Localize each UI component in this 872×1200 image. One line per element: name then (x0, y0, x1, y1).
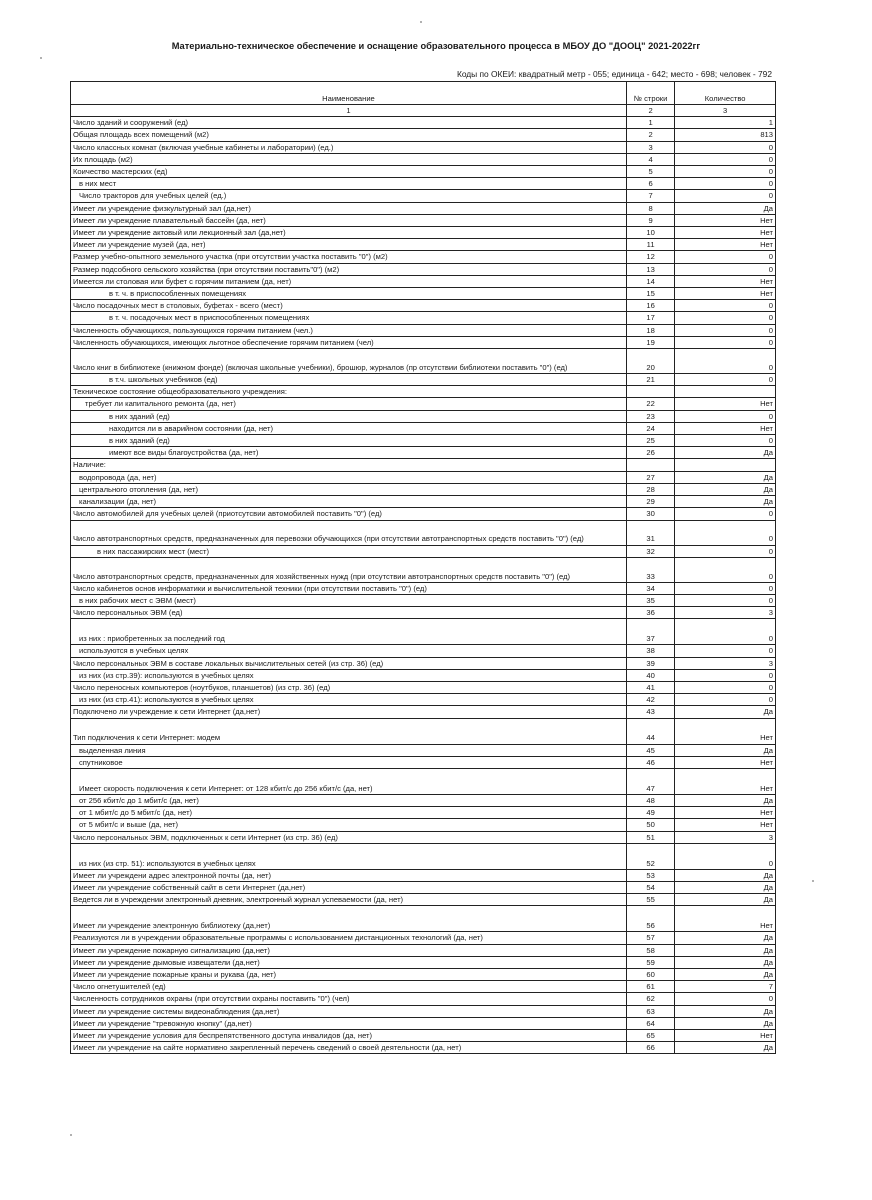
row-value: Да (675, 881, 776, 893)
row-name: Имеет ли учреждение актовый или лекционный зал (да,нет) (71, 227, 627, 239)
table-row (71, 894, 776, 906)
table-row (71, 251, 776, 263)
row-name: Имеет ли учреждение дымовые извещатели (да,нет) (71, 956, 627, 968)
row-number: 24 (626, 422, 674, 434)
row-number: 29 (626, 496, 674, 508)
table-row (71, 831, 776, 843)
row-value: 0 (675, 594, 776, 606)
row-name: Число автомобилей для учебных целей (приотсутсвии автомобилей поставить "0") (ед) (71, 508, 627, 520)
row-name: Число тракторов для учебных целей (ед.) (71, 190, 627, 202)
row-number: 43 (626, 706, 674, 718)
row-name: Имеет ли учреждение системы видеонаблюдения (да,нет) (71, 1005, 627, 1017)
table-row (71, 1029, 776, 1041)
table-row (71, 794, 776, 806)
table-row (71, 410, 776, 422)
row-value: 0 (675, 557, 776, 582)
table-row (71, 483, 776, 495)
row-number: 66 (626, 1042, 674, 1054)
row-number: 53 (626, 869, 674, 881)
table-row (71, 190, 776, 202)
row-number: 52 (626, 843, 674, 869)
row-name: в них зданий (ед) (71, 410, 627, 422)
okei-codes: Коды по ОКЕИ: квадратный метр - 055; единица - 642; место - 698; человек - 792 (456, 69, 772, 79)
row-value: Да (675, 1042, 776, 1054)
table-row (71, 669, 776, 681)
row-name: Число посадочных мест в столовых, буфетах - всего (мест) (71, 300, 627, 312)
row-value: 0 (675, 508, 776, 520)
row-name: Имеет ли учреждение "тревожную кнопку" (да,нет) (71, 1017, 627, 1029)
row-number: 50 (626, 819, 674, 831)
row-name: Их площадь (м2) (71, 153, 627, 165)
row-name: Число классных комнат (включая учебные кабинеты и лаборатории) (ед.) (71, 141, 627, 153)
table-row (71, 398, 776, 410)
row-value: Нет (675, 756, 776, 768)
row-name: Число персональных ЭВМ в составе локальных вычислительных сетей (из стр. 36) (ед) (71, 657, 627, 669)
row-value: Нет (675, 819, 776, 831)
row-value: 0 (675, 178, 776, 190)
row-number: 36 (626, 607, 674, 619)
row-name: требует ли капитального ремонта (да, нет) (71, 398, 627, 410)
row-name: Имеет ли учреждение физкультурный зал (да,нет) (71, 202, 627, 214)
row-name: Имеет скорость подключения к сети Интернет: от 128 кбит/с до 256 кбит/с (да, нет) (71, 768, 627, 794)
row-number: 48 (626, 794, 674, 806)
row-name: из них (из стр.39): используются в учебных целях (71, 669, 627, 681)
table-row (71, 718, 776, 744)
table-row (71, 956, 776, 968)
row-number: 44 (626, 718, 674, 744)
row-number: 18 (626, 324, 674, 336)
row-number: 37 (626, 619, 674, 645)
table-row (71, 178, 776, 190)
row-number: 4 (626, 153, 674, 165)
row-name: в них пассажирских мест (мест) (71, 545, 627, 557)
row-number: 15 (626, 288, 674, 300)
row-name: Число персональных ЭВМ (ед) (71, 607, 627, 619)
table-row (71, 349, 776, 374)
row-value: 813 (675, 129, 776, 141)
row-number: 26 (626, 447, 674, 459)
table-row (71, 819, 776, 831)
row-name: Техническое состояние общеобразовательного учреждения: (71, 386, 627, 398)
table-row (71, 681, 776, 693)
row-name: Ведется ли в учреждении электронный дневник, электронный журнал успеваемости (да, нет) (71, 894, 627, 906)
row-name: Коичество мастерских (ед) (71, 166, 627, 178)
table-row (71, 312, 776, 324)
table-row (71, 645, 776, 657)
table-row (71, 881, 776, 893)
row-number: 16 (626, 300, 674, 312)
row-value: 3 (675, 607, 776, 619)
row-name: в т. ч. посадочных мест в приспособленных помещениях (71, 312, 627, 324)
row-value: 0 (675, 263, 776, 275)
row-value: 0 (675, 190, 776, 202)
table-row (71, 657, 776, 669)
row-number: 17 (626, 312, 674, 324)
row-value: 0 (675, 520, 776, 545)
table-row (71, 557, 776, 582)
column-index-row (71, 105, 776, 117)
row-value: 0 (675, 545, 776, 557)
row-value: 7 (675, 981, 776, 993)
row-number (626, 459, 674, 471)
table-row (71, 932, 776, 944)
table-row (71, 129, 776, 141)
table-row (71, 471, 776, 483)
table-row (71, 336, 776, 348)
row-name: Наличие: (71, 459, 627, 471)
row-number: 61 (626, 981, 674, 993)
row-value: Нет (675, 239, 776, 251)
row-number (626, 386, 674, 398)
row-number: 35 (626, 594, 674, 606)
row-name: Число автотранспортных средств, предназначенных для хозяйственных нужд (при отсутствии автотранспортных средств поставить "0") (ед) (71, 557, 627, 582)
row-number: 22 (626, 398, 674, 410)
row-name: Численность сотрудников охраны (при отсутствии охраны поставить "0") (чел) (71, 993, 627, 1005)
row-name: в т.ч. школьных учебников (ед) (71, 374, 627, 386)
row-number: 21 (626, 374, 674, 386)
row-name: Тип подключения к сети Интернет: модем (71, 718, 627, 744)
header-row (71, 82, 776, 105)
row-number: 13 (626, 263, 674, 275)
row-name: находится ли в аварийном состоянии (да, нет) (71, 422, 627, 434)
row-number: 62 (626, 993, 674, 1005)
row-number: 64 (626, 1017, 674, 1029)
row-name: Подключено ли учреждение к сети Интернет (да,нет) (71, 706, 627, 718)
row-number: 23 (626, 410, 674, 422)
table-row (71, 944, 776, 956)
row-name: Численность обучающихся, пользующихся горячим питанием (чел.) (71, 324, 627, 336)
row-value: Да (675, 1017, 776, 1029)
table-row (71, 153, 776, 165)
row-number: 28 (626, 483, 674, 495)
table-row (71, 263, 776, 275)
row-number: 2 (626, 129, 674, 141)
table-row (71, 239, 776, 251)
row-name: Численность обучающихся, имеющих льготное обеспечение горячим питанием (чел) (71, 336, 627, 348)
table-row (71, 496, 776, 508)
row-number: 9 (626, 214, 674, 226)
table-row (71, 869, 776, 881)
row-name: Имеет ли учреждение условия для беспрепятственного доступа инвалидов (да, нет) (71, 1029, 627, 1041)
table-row (71, 300, 776, 312)
row-value: Да (675, 1005, 776, 1017)
table-row (71, 227, 776, 239)
row-name: Имеет ли учреждени адрес электронной почты (да, нет) (71, 869, 627, 881)
row-value: 0 (675, 312, 776, 324)
row-number: 14 (626, 275, 674, 287)
row-value: 0 (675, 324, 776, 336)
row-value: 0 (675, 141, 776, 153)
row-name: от 5 мбит/с и выше (да, нет) (71, 819, 627, 831)
table-row (71, 756, 776, 768)
row-number: 11 (626, 239, 674, 251)
table-row (71, 619, 776, 645)
row-number: 47 (626, 768, 674, 794)
row-number: 40 (626, 669, 674, 681)
row-name: Имеет ли учреждение музей (да, нет) (71, 239, 627, 251)
table-row (71, 508, 776, 520)
table-row (71, 435, 776, 447)
row-number: 32 (626, 545, 674, 557)
row-number: 55 (626, 894, 674, 906)
row-value: 0 (675, 410, 776, 422)
table-row (71, 906, 776, 932)
row-number: 49 (626, 807, 674, 819)
table-row (71, 582, 776, 594)
row-name: выделенная линия (71, 744, 627, 756)
row-value: 0 (675, 251, 776, 263)
row-number: 5 (626, 166, 674, 178)
row-name: Общая площадь всех помещений (м2) (71, 129, 627, 141)
row-value: Нет (675, 422, 776, 434)
row-value: 0 (675, 336, 776, 348)
table-row (71, 768, 776, 794)
row-name: используются в учебных целях (71, 645, 627, 657)
row-value: Да (675, 447, 776, 459)
row-value: Да (675, 794, 776, 806)
row-value: 0 (675, 694, 776, 706)
row-name: Размер подсобного сельского хозяйства (при отсутствии поставить"0") (м2) (71, 263, 627, 275)
row-name: Число огнетушителей (ед) (71, 981, 627, 993)
row-name: канализации (да, нет) (71, 496, 627, 508)
row-name: Реализуются ли в учреждении образовательные программы с использованием дистанционных технологий (да, нет) (71, 932, 627, 944)
row-number: 45 (626, 744, 674, 756)
document-title: Материально-техническое обеспечение и оснащение образовательного процесса в МБОУ ДО "ДООЦ" 2021-2022гг (171, 41, 701, 51)
header-name: Наименование (71, 82, 627, 105)
row-value: 0 (675, 374, 776, 386)
row-name: Имеет ли учреждение пожарную сигнализацию (да,нет) (71, 944, 627, 956)
table-row (71, 202, 776, 214)
row-number: 12 (626, 251, 674, 263)
row-number: 6 (626, 178, 674, 190)
row-value: 0 (675, 681, 776, 693)
column-index-2: 2 (626, 105, 674, 117)
row-value: Нет (675, 227, 776, 239)
row-number: 31 (626, 520, 674, 545)
row-number: 38 (626, 645, 674, 657)
table-row (71, 981, 776, 993)
scan-speck (70, 1134, 72, 1136)
equipment-table (70, 81, 776, 1054)
row-number: 51 (626, 831, 674, 843)
row-value: Нет (675, 768, 776, 794)
row-name: Размер учебно-опытного земельного участка (при отсутствии участка поставить "0") (м2) (71, 251, 627, 263)
table-row (71, 1042, 776, 1054)
table-row (71, 968, 776, 980)
row-value: Нет (675, 275, 776, 287)
table-row (71, 422, 776, 434)
row-number: 42 (626, 694, 674, 706)
row-value: Нет (675, 288, 776, 300)
row-value (675, 459, 776, 471)
row-name: Имеет ли учреждение пожарные краны и рукава (да, нет) (71, 968, 627, 980)
table-row (71, 520, 776, 545)
row-name: Число зданий и сооружений (ед) (71, 117, 627, 129)
row-number: 39 (626, 657, 674, 669)
row-name: Имеет ли учреждение на сайте нормативно закрепленный перечень сведений о своей деятельности (да, нет) (71, 1042, 627, 1054)
table-row (71, 447, 776, 459)
row-name: Число переносных компьютеров (ноутбуков, планшетов) (из стр. 36) (ед) (71, 681, 627, 693)
row-name: спутниковое (71, 756, 627, 768)
row-number: 19 (626, 336, 674, 348)
row-value: 0 (675, 619, 776, 645)
table-row (71, 545, 776, 557)
row-value: 3 (675, 831, 776, 843)
row-number: 41 (626, 681, 674, 693)
table-row (71, 117, 776, 129)
column-index-3: 3 (675, 105, 776, 117)
table-row (71, 843, 776, 869)
table-row (71, 706, 776, 718)
column-index-1: 1 (71, 105, 627, 117)
row-name: в них рабочих мест с ЭВМ (мест) (71, 594, 627, 606)
row-number: 20 (626, 349, 674, 374)
row-number: 30 (626, 508, 674, 520)
table-row (71, 744, 776, 756)
row-value: Да (675, 968, 776, 980)
row-name: Имеется ли столовая или буфет с горячим питанием (да, нет) (71, 275, 627, 287)
row-name: в т. ч. в приспособленных помещениях (71, 288, 627, 300)
row-value: Да (675, 471, 776, 483)
row-number: 10 (626, 227, 674, 239)
row-value: 3 (675, 657, 776, 669)
table-row (71, 214, 776, 226)
table-row (71, 288, 776, 300)
row-value: Нет (675, 906, 776, 932)
row-name: центрального отопления (да, нет) (71, 483, 627, 495)
row-value: 0 (675, 669, 776, 681)
scan-speck (812, 880, 814, 882)
row-value: 0 (675, 300, 776, 312)
row-number: 8 (626, 202, 674, 214)
row-number: 56 (626, 906, 674, 932)
row-number: 54 (626, 881, 674, 893)
row-number: 3 (626, 141, 674, 153)
row-value: 1 (675, 117, 776, 129)
row-value (675, 386, 776, 398)
row-name: от 1 мбит/с до 5 мбит/с (да, нет) (71, 807, 627, 819)
row-name: из них (из стр. 51): используются в учебных целях (71, 843, 627, 869)
row-value: 0 (675, 349, 776, 374)
row-name: из них (из стр.41): используются в учебных целях (71, 694, 627, 706)
row-value: Да (675, 706, 776, 718)
row-name: Имеет ли учреждение плавательный бассейн (да, нет) (71, 214, 627, 226)
row-value: 0 (675, 993, 776, 1005)
row-number: 34 (626, 582, 674, 594)
table-row (71, 374, 776, 386)
row-value: Нет (675, 398, 776, 410)
row-name: Имеет ли учреждение собственный сайт в сети Интернет (да,нет) (71, 881, 627, 893)
row-value: Да (675, 483, 776, 495)
row-value: 0 (675, 435, 776, 447)
table-row (71, 1005, 776, 1017)
table-row (71, 607, 776, 619)
header-qty: Количество (675, 82, 776, 105)
row-value: 0 (675, 166, 776, 178)
row-number: 27 (626, 471, 674, 483)
table-row (71, 594, 776, 606)
row-number: 65 (626, 1029, 674, 1041)
row-value: Да (675, 956, 776, 968)
row-name: имеют все виды благоустройства (да, нет) (71, 447, 627, 459)
row-value: Да (675, 202, 776, 214)
row-name: Число автотранспортных средств, предназначенных для перевозки обучающихся (при отсутствии автотранспортных средств поставить "0") (ед) (71, 520, 627, 545)
row-value: 0 (675, 645, 776, 657)
row-number: 60 (626, 968, 674, 980)
row-value: 0 (675, 582, 776, 594)
table-row (71, 141, 776, 153)
row-value: Да (675, 894, 776, 906)
scan-speck (40, 57, 42, 59)
row-value: Да (675, 932, 776, 944)
row-value: Нет (675, 214, 776, 226)
table-row (71, 275, 776, 287)
table-row (71, 324, 776, 336)
table-row (71, 694, 776, 706)
row-name: в них зданий (ед) (71, 435, 627, 447)
row-number: 1 (626, 117, 674, 129)
row-value: 0 (675, 843, 776, 869)
row-name: водопровода (да, нет) (71, 471, 627, 483)
row-number: 59 (626, 956, 674, 968)
row-name: Число кабинетов основ информатики и вычислительной техники (при отсутствии поставить "0") (ед) (71, 582, 627, 594)
row-name: Число персональных ЭВМ, подключенных к сети Интернет (из стр. 36) (ед) (71, 831, 627, 843)
row-number: 63 (626, 1005, 674, 1017)
header-num: № строки (626, 82, 674, 105)
row-name: в них мест (71, 178, 627, 190)
row-number: 58 (626, 944, 674, 956)
row-name: Имеет ли учреждение электронную библиотеку (да,нет) (71, 906, 627, 932)
row-value: 0 (675, 153, 776, 165)
row-number: 33 (626, 557, 674, 582)
row-name: Число книг в библиотеке (книжном фонде) (включая школьные учебники), брошюр, журналов (пр отсутствии библиотеки поставить "0") (ед) (71, 349, 627, 374)
row-number: 46 (626, 756, 674, 768)
row-value: Да (675, 744, 776, 756)
row-name: из них : приобретенных за последний год (71, 619, 627, 645)
table-row (71, 386, 776, 398)
row-value: Да (675, 944, 776, 956)
row-value: Нет (675, 807, 776, 819)
table-row (71, 807, 776, 819)
scan-speck (420, 21, 422, 23)
table-row (71, 166, 776, 178)
row-value: Нет (675, 1029, 776, 1041)
row-value: Нет (675, 718, 776, 744)
table-row (71, 459, 776, 471)
row-number: 7 (626, 190, 674, 202)
table-row (71, 1017, 776, 1029)
row-number: 57 (626, 932, 674, 944)
table-row (71, 993, 776, 1005)
row-value: Да (675, 496, 776, 508)
row-name: от 256 кбит/с до 1 мбит/с (да, нет) (71, 794, 627, 806)
row-value: Да (675, 869, 776, 881)
row-number: 25 (626, 435, 674, 447)
